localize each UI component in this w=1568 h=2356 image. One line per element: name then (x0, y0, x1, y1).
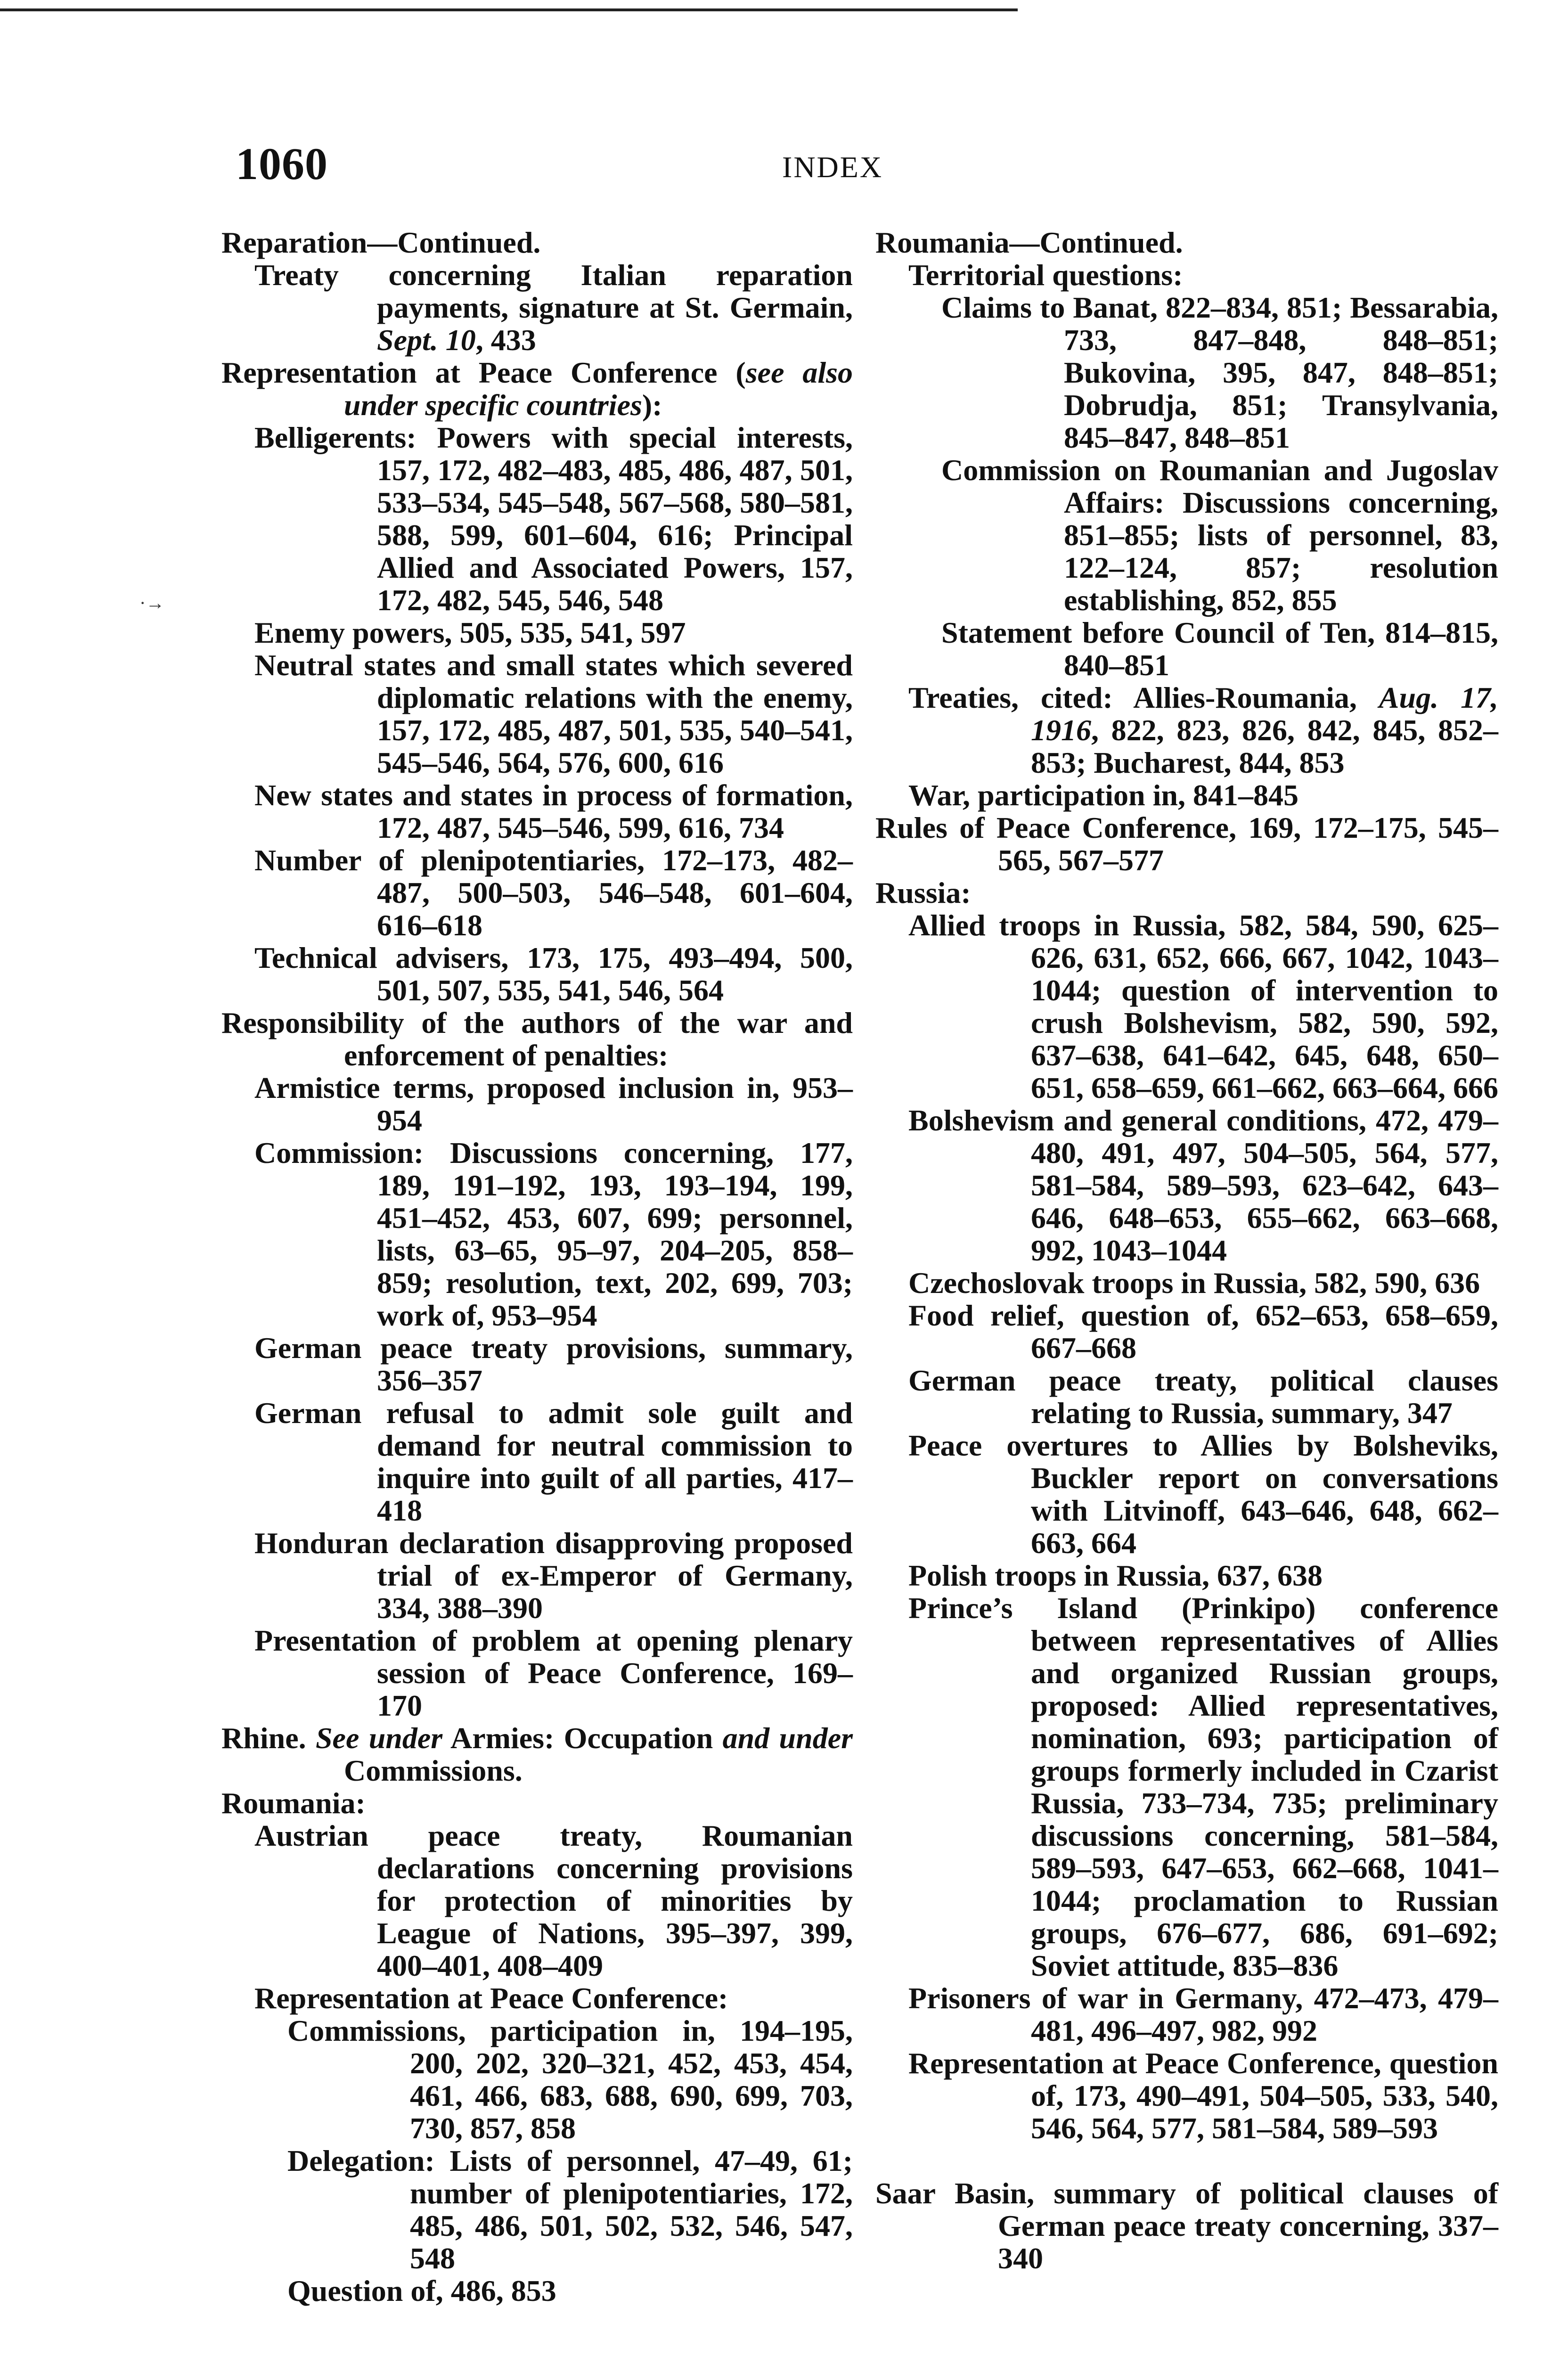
index-entry (875, 909, 1498, 1104)
index-entry (221, 1722, 853, 1787)
index-entry-text: Question of, 486, 853 (287, 2274, 556, 2307)
index-entry (875, 1559, 1498, 1592)
index-entry-text: Rhine. See under Armies: Occupation and under Commissions. (221, 1721, 853, 1787)
index-entry (221, 844, 853, 941)
index-entry-text: Number of plenipotentiaries, 172–173, 482–487, 500–503, 546–548, 601–604, 616–618 (254, 843, 853, 942)
index-entry-text: Bolshevism and general conditions, 472, 479–480, 491, 497, 504–505, 564, 577, 581–584, 589–593, 623–642, 643–646, 648–653, 655–662, 663–668, 992, 1043–1044 (908, 1104, 1498, 1267)
index-entry-text: Representation at Peace Conference: (254, 1981, 728, 2015)
index-entry (875, 1592, 1498, 1982)
index-entry-text: Roumania—Continued. (875, 226, 1183, 259)
index-entry-text: Allied troops in Russia, 582, 584, 590, 625–626, 631, 652, 666, 667, 1042, 1043–1044; question of intervention to crush Bolshevism, 582, 590, 592, 637–638, 641–642, 645, 648, 650–651, 658–659, 661–662, 663–664, 666 (908, 908, 1498, 1104)
index-entry (875, 2177, 1498, 2274)
index-entry-text: Representation at Peace Conference, question of, 173, 490–491, 504–505, 533, 540, 546, 564, 577, 581–584, 589–593 (908, 2046, 1498, 2145)
index-entry (875, 291, 1498, 454)
index-entry-text: Polish troops in Russia, 637, 638 (908, 1559, 1323, 1592)
index-entry (875, 1429, 1498, 1559)
index-column-left (221, 226, 853, 2307)
running-head: INDEX (782, 150, 883, 184)
index-entry (875, 876, 1498, 909)
index-entry-text: Saar Basin, summary of political clauses of German peace treaty concerning, 337–340 (875, 2176, 1498, 2275)
index-entry (221, 2274, 853, 2307)
index-entry (221, 1527, 853, 1624)
index-entry-text: Commissions, participation in, 194–195, 200, 202, 320–321, 452, 453, 454, 461, 466, 683, 688, 690, 699, 703, 730, 857, 858 (287, 2014, 853, 2145)
index-entry-text: Austrian peace treaty, Roumanian declarations concerning provisions for protection of minorities by League of Nations, 395–397, 399, 400–401, 408–409 (254, 1819, 853, 1982)
index-entry (875, 1364, 1498, 1429)
index-entry (875, 616, 1498, 681)
index-entry (221, 259, 853, 356)
index-entry (221, 1072, 853, 1137)
index-entry (221, 941, 853, 1006)
index-entry (221, 649, 853, 779)
index-entry-text: New states and states in process of formation, 172, 487, 545–546, 599, 616, 734 (254, 778, 853, 844)
index-entry-text: Rules of Peace Conference, 169, 172–175, 545–565, 567–577 (875, 811, 1498, 877)
index-entry (875, 2047, 1498, 2144)
page-number: 1060 (236, 139, 328, 189)
index-entry-text: Delegation: Lists of personnel, 47–49, 61; number of plenipotentiaries, 172, 485, 486, 501, 502, 532, 546, 547, 548 (287, 2144, 853, 2275)
index-entry (221, 616, 853, 649)
index-entry-text: Prince’s Island (Prinkipo) conference between representatives of Allies and organized Russian groups, proposed: Allied representatives, nomination, 693; participation of groups formerly included in Czarist Russia, 733–734, 735; preliminary discussions concerning, 581–584, 589–593, 647–653, 662–668, 1041–1044; proclamation to Russian groups, 676–677, 686, 691–692; Soviet attitude, 835–836 (908, 1591, 1498, 1982)
index-entry (221, 421, 853, 616)
index-entry (221, 1397, 853, 1527)
index-entry-text: Armistice terms, proposed inclusion in, 953–954 (254, 1071, 853, 1137)
index-entry-text: Commission: Discussions concerning, 177, 189, 191–192, 193, 193–194, 199, 451–452, 453, 607, 699; personnel, lists, 63–65, 95–97, 204–205, 858–859; resolution, text, 202, 699, 703; work of, 953–954 (254, 1136, 853, 1332)
index-entry (875, 779, 1498, 811)
index-entry (221, 356, 853, 421)
index-entry-text: Treaties, cited: Allies-Roumania, Aug. 17, 1916, 822, 823, 826, 842, 845, 852–853; Bucharest, 844, 853 (908, 681, 1498, 779)
top-rule (0, 8, 1018, 11)
index-entry (875, 1267, 1498, 1299)
index-entry (875, 1299, 1498, 1364)
margin-mark: ·→ (139, 592, 165, 614)
index-entry (221, 226, 853, 259)
index-entry (221, 2014, 853, 2144)
index-entry-text: Honduran declaration disapproving proposed trial of ex-Emperor of Germany, 334, 388–390 (254, 1526, 853, 1625)
index-entry (875, 681, 1498, 779)
index-entry-text: Food relief, question of, 652–653, 658–659, 667–668 (908, 1299, 1498, 1365)
index-entry (221, 1787, 853, 1819)
index-entry (221, 1982, 853, 2014)
index-entry (221, 1006, 853, 1072)
index-entry (221, 1624, 853, 1722)
index-entry (221, 1137, 853, 1332)
index-entry-text: Enemy powers, 505, 535, 541, 597 (254, 616, 686, 649)
index-entry-text: Roumania: (221, 1786, 366, 1820)
index-entry (875, 811, 1498, 876)
index-entry-text: Territorial questions: (908, 258, 1183, 292)
index-entry-text: German refusal to admit sole guilt and demand for neutral commission to inquire into guilt of all parties, 417–418 (254, 1396, 853, 1527)
index-entry-text: Presentation of problem at opening plenary session of Peace Conference, 169–170 (254, 1624, 853, 1722)
index-entry-text: War, participation in, 841–845 (908, 778, 1298, 812)
index-entry-text: Prisoners of war in Germany, 472–473, 479–481, 496–497, 982, 992 (908, 1981, 1498, 2047)
index-entry-text: Statement before Council of Ten, 814–815, 840–851 (941, 616, 1498, 682)
index-entry-text: Representation at Peace Conference (see also under specific countries): (221, 356, 853, 422)
index-entry (221, 1819, 853, 1982)
index-entry (875, 1982, 1498, 2047)
index-entry (875, 454, 1498, 616)
index-entry-text: Russia: (875, 876, 971, 909)
index-entry-text: Treaty concerning Italian reparation payments, signature at St. Germain, Sept. 10, 433 (254, 258, 853, 357)
index-entry-text: Czechoslovak troops in Russia, 582, 590, 636 (908, 1266, 1480, 1300)
index-entry-text: German peace treaty, political clauses relating to Russia, summary, 347 (908, 1364, 1498, 1430)
index-entry-text: Responsibility of the authors of the war and enforcement of penalties: (221, 1006, 853, 1072)
index-entry (875, 259, 1498, 291)
index-column-right (875, 226, 1498, 2274)
index-entry-text: Neutral states and small states which severed diplomatic relations with the enemy, 157, 172, 485, 487, 501, 535, 540–541, 545–546, 564, 576, 600, 616 (254, 648, 853, 779)
index-entry (875, 1104, 1498, 1267)
index-entry-text: Reparation—Continued. (221, 226, 541, 259)
index-entry-text: Claims to Banat, 822–834, 851; Bessarabia, 733, 847–848, 848–851; Bukovina, 395, 847, 848–851; Dobrudja, 851; Transylvania, 845–847, 848–851 (941, 291, 1498, 454)
index-entry-text: German peace treaty provisions, summary, 356–357 (254, 1331, 853, 1397)
index-entry-text: Belligerents: Powers with special interests, 157, 172, 482–483, 485, 486, 487, 501, 533–534, 545–548, 567–568, 580–581, 588, 599, 601–604, 616; Principal Allied and Associated Powers, 157, 172, 482, 545, 546, 548 (254, 421, 853, 617)
index-entry (221, 2144, 853, 2274)
index-entry-text: Peace overtures to Allies by Bolsheviks, Buckler report on conversations with Litvinoff, 643–646, 648, 662–663, 664 (908, 1429, 1498, 1560)
index-entry (221, 1332, 853, 1397)
index-entry (875, 226, 1498, 259)
index-entry-text: Commission on Roumanian and Jugoslav Affairs: Discussions concerning, 851–855; lists of personnel, 83, 122–124, 857; resolution establishing, 852, 855 (941, 453, 1498, 617)
index-entry (221, 779, 853, 844)
index-entry-text: Technical advisers, 173, 175, 493–494, 500, 501, 507, 535, 541, 546, 564 (254, 941, 853, 1007)
